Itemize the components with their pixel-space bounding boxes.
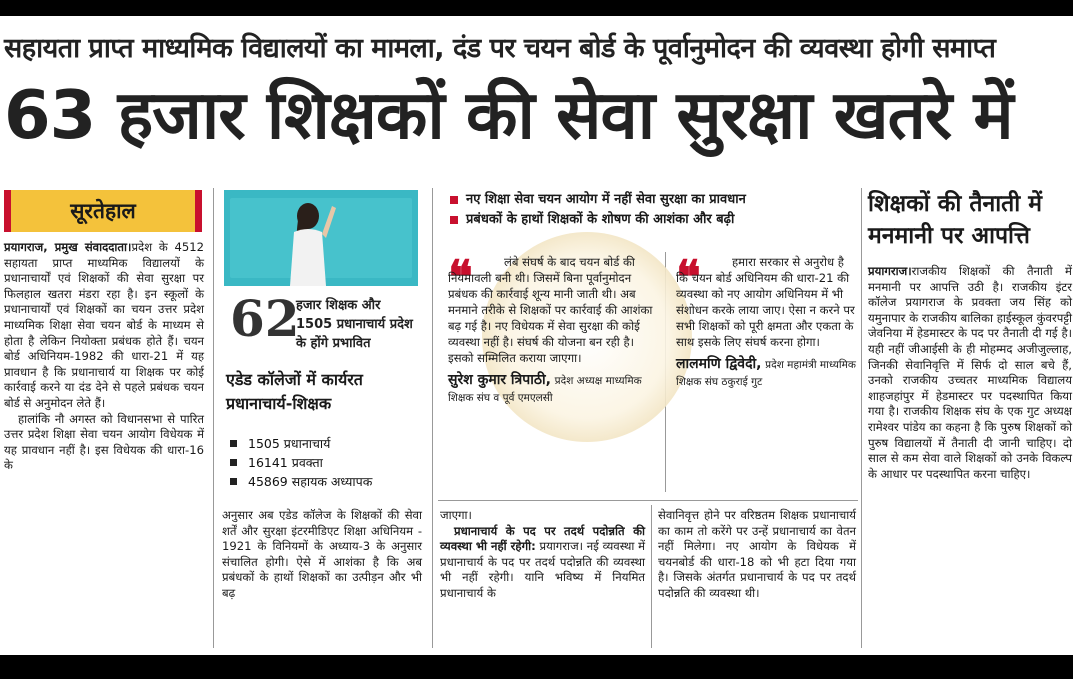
paragraph-text: प्रयागराज। नई व्यवस्था में प्रधानाचार्य के पद पर तदर्थ पदोन्नति की व्यवस्था भी नहीं रहेगी। यानि भविष्य में नियमित प्रधानाचार्य के (440, 539, 646, 600)
teacher-photo (224, 190, 418, 286)
teacher-figure-icon (224, 190, 418, 286)
bottom-black-bar (0, 655, 1073, 679)
article-column-4: सेवानिवृत्त होने पर वरिष्ठतम शिक्षक प्रधानाचार्य का काम तो करेंगे पर उन्हें प्रधानाचार्य का वेतन नहीं मिलेगा। नए आयोग के विधेयक में चयनबोर्ड की धारा-18 को भी हटा दिया गया है। जिसके अंतर्गत प्रधानाचार्य के पद पर तदर्थ पदोन्नति की व्यवस्था थी। (658, 508, 856, 600)
stats-item: 1505 प्रधानाचार्य (226, 434, 422, 453)
quote-attribution (676, 356, 856, 390)
column-divider (432, 188, 433, 648)
article-paragraph (440, 524, 645, 602)
stat-number: 62 (230, 289, 300, 348)
kicker-headline: सहायता प्राप्त माध्यमिक विद्यालयों का मामला, दंड पर चयन बोर्ड के पूर्वानुमोदन की व्यवस्था होगी समाप्त (4, 33, 996, 64)
side-story-body (868, 264, 1072, 482)
quote-mark-icon: ❝ (448, 250, 473, 304)
paragraph-text: प्रदेश के 4512 सहायता प्राप्त माध्यमिक विद्यालयों के प्रधानाचार्यों एवं शिक्षकों की सेवा सुरक्षा पर फिलहाल खतरा मंडरा रहा है। इन स्कूलों के प्रधानाचार्यों एवं शिक्षकों का चयन उत्तर प्रदेश माध्यमिक शिक्षा सेवा चयन बोर्ड के माध्यम से होता है लेकिन नियोक्ता प्रबंधक होते हैं। चयन बोर्ड अधिनियम-1982 की धारा-21 में यह प्रावधान है कि प्रधानाचार्य या शिक्षक पर कोई कार्रवाई करने या दंड देने से पहले प्रबंधक चयन बोर्ड से अनुमोदन लेते हैं। (4, 240, 204, 410)
stats-heading: एडेड कॉलेजों में कार्यरत प्रधानाचार्य-शिक्षक (226, 370, 363, 413)
article-column-2: अनुसार अब एडेड कॉलेज के शिक्षकों की सेवा शर्तें और सुरक्षा इंटरमीडिएट शिक्षा अधिनियम - 1921 के विनियमों के अध्याय-3 के अनुसार संचालित होगी। ऐसे में आशंका है कि अब प्रबंधकों के हाथों शिक्षकों का उत्पीड़न और भी बढ़ (222, 508, 422, 600)
article-paragraph: जाएगा। (440, 508, 472, 522)
column-divider (213, 188, 214, 648)
main-headline: 63 हजार शिक्षकों की सेवा सुरक्षा खतरे में (4, 76, 1013, 154)
highlight-item: नए शिक्षा सेवा चयन आयोग में नहीं सेवा सुरक्षा का प्रावधान (446, 190, 856, 210)
section-divider (438, 500, 858, 501)
dateline: प्रयागराज। (868, 264, 912, 278)
side-story-heading: शिक्षकों की तैनाती में मनमानी पर आपत्ति (868, 191, 1043, 249)
column-divider (861, 188, 862, 648)
quote-text: लंबे संघर्ष के बाद चयन बोर्ड की नियमावली बनी थी। जिसमें बिना पूर्वानुमोदन प्रबंधक की कार्रवाई शून्य मानी जाती थी। अब मनमाने तरीके से शिक्षकों पर कार्रवाई की आशंका बढ़ गई है। नए विधेयक में सेवा सुरक्षा की कोई व्यवस्था नहीं है। संघर्ष की योजना बन रही है। इसको सम्मिलित कराया जाएगा। (448, 255, 653, 365)
highlight-bullets (446, 190, 856, 230)
dateline: प्रयागराज, प्रमुख संवाददाता। (4, 240, 132, 254)
section-label: सूरतेहाल (4, 190, 202, 232)
stat-caption: हजार शिक्षक और 1505 प्रधानाचार्य प्रदेश के होंगे प्रभावित (296, 298, 413, 351)
quote-designation: प्रदेश महामंत्री माध्यमिक शिक्षक संघ ठकुराई गुट (676, 359, 856, 388)
subheading: प्रधानाचार्य के पद पर तदर्थ पदोन्नति की व्यवस्था भी नहीं रहेगी: (440, 523, 645, 554)
quote-author: सुरेश कुमार त्रिपाठी, (448, 372, 551, 388)
quote-mark-icon: ❝ (676, 250, 701, 304)
quote-designation: प्रदेश अध्यक्ष माध्यमिक शिक्षक संघ व पूर्व एमएलसी (448, 375, 642, 404)
stats-item: 45869 सहायक अध्यापक (226, 472, 422, 491)
article-paragraph (4, 240, 204, 412)
quote-1 (448, 250, 656, 406)
article-paragraph: हालांकि नौ अगस्त को विधानसभा से पारित उत्तर प्रदेश शिक्षा सेवा चयन आयोग विधेयक में यह प्रावधान नहीं है। इस विधेयक की धारा-16 के (4, 411, 204, 473)
quote-attribution (448, 372, 656, 406)
stats-item: 16141 प्रवक्ता (226, 453, 422, 472)
top-black-bar (0, 0, 1073, 16)
side-story (868, 188, 1072, 482)
column-divider (651, 505, 652, 648)
stats-list (226, 434, 422, 491)
quote-text: हमारा सरकार से अनुरोध है कि चयन बोर्ड अधिनियम की धारा-21 की व्यवस्था को नए आयोग अधिनियम में भी संशोधन करके लाया जाए। ऐसा न करने पर सभी शिक्षकों को पूरी क्षमता और एकता के साथ इसके लिए संघर्ष करना होगा। (676, 255, 855, 349)
paragraph-text: राजकीय शिक्षकों की तैनाती में मनमानी पर आपत्ति उठी है। राजकीय इंटर कॉलेज प्रयागराज के प्रवक्ता जय सिंह को यमुनापार के राजकीय बालिका हाईस्कूल कुंवरपट्टी जेवनिया में हेडमास्टर के पद पर तैनाती दी गई है। यही नहीं जीआईसी के ही मोहम्मद अजीजुल्लाह, जिनकी सेवानिवृत्ति में सिर्फ दो साल बचे हैं, उनको राजकीय उच्चतर माध्यमिक विद्यालय शाहजहांपुर में हेडमास्टर पर पदस्थापित किया गया है। राजकीय शिक्षक संघ के एक गुट अध्यक्ष रामेश्वर पांडेय का कहना है कि पुरुष शिक्षकों को पुरुष विद्यालयों में तैनाती दी जानी चाहिए। दो साल से कम सेवा वाले शिक्षकों को उनके विकल्प के आधार पर पदस्थापित करना चाहिए। (868, 264, 1072, 481)
quote-author: लालमणि द्विवेदी, (676, 356, 762, 372)
article-column-3 (440, 508, 645, 602)
quote-2 (676, 250, 856, 390)
highlight-item: प्रबंधकों के हाथों शिक्षकों के शोषण की आशंका और बढ़ी (446, 210, 856, 230)
article-column-1 (4, 240, 204, 474)
